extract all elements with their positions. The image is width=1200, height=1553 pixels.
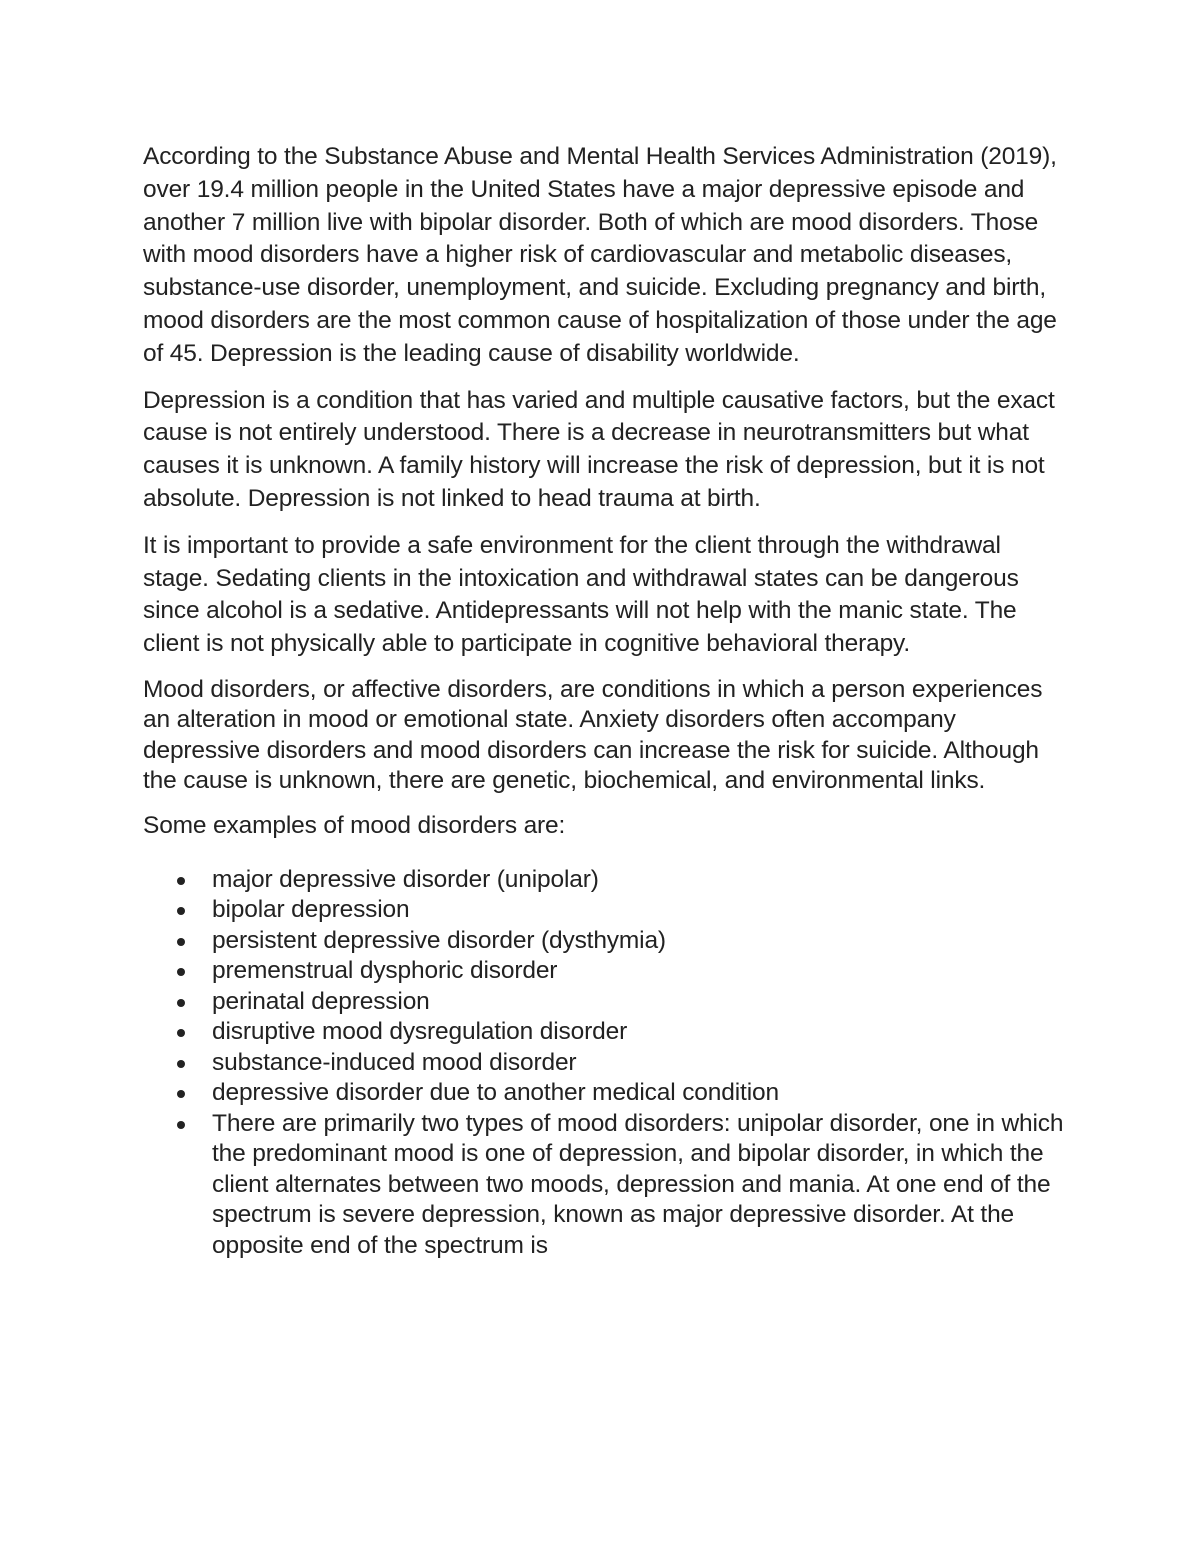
list-item-text: major depressive disorder (unipolar) bbox=[212, 865, 599, 893]
bullet-icon bbox=[177, 938, 185, 946]
bullet-icon bbox=[177, 999, 185, 1007]
list-item bbox=[143, 1048, 1073, 1079]
bullet-icon bbox=[177, 1090, 185, 1098]
paragraph-safe-environment: It is important to provide a safe environment for the client through the withdrawal stage. Sedating clients in the intoxication and withdrawal states can be dangerous since alcohol is a sedative. Antidepressants will not help with the manic state. The client is not physically able to participate in cognitive behavioral therapy. bbox=[143, 531, 1019, 658]
list-item-text: bipolar depression bbox=[212, 896, 410, 924]
bullet-icon bbox=[177, 1029, 185, 1037]
paragraph-mood-disorder-statistics: According to the Substance Abuse and Mental Health Services Administration (2019), over 19.4 million people in the United States have a major depressive episode and another 7 million live with bipolar disorder. Both of which are mood disorders. Those with mood disorders have a higher risk of cardiovascular and metabolic diseases, substance-use disorder, unemployment, and suicide. Excluding pregnancy and birth, mood disorders are the most common cause of hospitalization of those under the age of 45. Depression is the leading cause of disability worldwide. bbox=[143, 143, 1057, 367]
bullet-icon bbox=[177, 907, 185, 915]
mood-disorder-list bbox=[143, 865, 1073, 1262]
list-item bbox=[143, 956, 1073, 987]
list-item-text: depressive disorder due to another medical condition bbox=[212, 1079, 779, 1107]
list-item bbox=[143, 895, 1073, 926]
bullet-icon bbox=[177, 877, 185, 885]
list-item-text: substance-induced mood disorder bbox=[212, 1048, 577, 1076]
bullet-icon bbox=[177, 968, 185, 976]
list-item-text: There are primarily two types of mood disorders: unipolar disorder, one in which the predominant mood is one of depression, and bipolar disorder, in which the client alternates between two moods, depression and mania. At one end of the spectrum is severe depression, known as major depressive disorder. At the opposite end of the spectrum is bbox=[212, 1109, 1064, 1259]
list-item bbox=[143, 1017, 1073, 1048]
list-item bbox=[143, 865, 1073, 896]
bullet-icon bbox=[177, 1121, 185, 1129]
list-item bbox=[143, 926, 1073, 957]
list-item-text: disruptive mood dysregulation disorder bbox=[212, 1018, 628, 1046]
paragraph-depression-causes: Depression is a condition that has varied and multiple causative factors, but the exact cause is not entirely understood. There is a decrease in neurotransmitters but what causes it is unknown. A family history will increase the risk of depression, but it is not absolute. Depression is not linked to head trauma at birth. bbox=[143, 386, 1055, 512]
list-item-text: premenstrual dysphoric disorder bbox=[212, 957, 558, 985]
list-item bbox=[143, 987, 1073, 1018]
document-body bbox=[143, 141, 1073, 1261]
list-item-text: perinatal depression bbox=[212, 987, 430, 1015]
list-item bbox=[143, 1078, 1073, 1109]
list-item-text: persistent depressive disorder (dysthymia) bbox=[212, 926, 666, 954]
bullet-icon bbox=[177, 1060, 185, 1068]
list-intro: Some examples of mood disorders are: bbox=[143, 811, 566, 839]
list-item bbox=[143, 1109, 1073, 1262]
paragraph-mood-disorder-definition: Mood disorders, or affective disorders, are conditions in which a person experiences an alteration in mood or emotional state. Anxiety disorders often accompany depressive disorders and mood disorders can increase the risk for suicide. Although the cause is unknown, there are genetic, biochemical, and environmental links. bbox=[143, 675, 1043, 795]
